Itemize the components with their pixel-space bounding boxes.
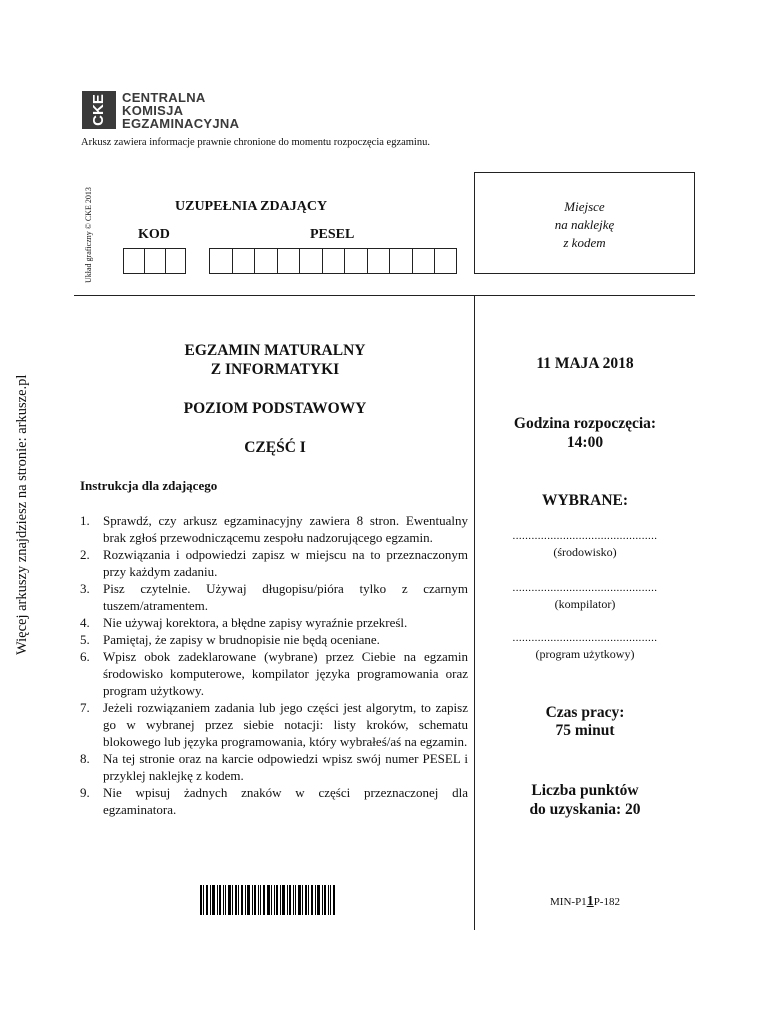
logo-text-line-2: KOMISJA <box>122 103 184 118</box>
confidentiality-notice: Arkusz zawiera informacje prawnie chronione do momentu rozpoczęcia egzaminu. <box>81 137 430 148</box>
pesel-cell[interactable] <box>254 248 277 274</box>
pesel-cell[interactable] <box>344 248 367 274</box>
cke-logo-emblem: CKE <box>82 91 116 129</box>
kod-cell[interactable] <box>165 248 186 274</box>
vertical-divider <box>474 296 475 930</box>
points-value: do uzyskania: 20 <box>529 801 641 818</box>
sheet-code: MIN-P11P-182 <box>550 894 620 909</box>
pesel-label: PESEL <box>310 227 355 242</box>
instructions-list <box>80 512 468 818</box>
pesel-cell[interactable] <box>232 248 255 274</box>
compiler-field[interactable]: .............................................. <box>512 582 658 594</box>
more-sheets-link[interactable]: Więcej arkuszy znajdziesz na stronie: arkusze.pl <box>14 374 30 655</box>
start-time-value: 14:00 <box>566 434 604 451</box>
exam-date: 11 MAJA 2018 <box>536 355 634 372</box>
kod-label: KOD <box>138 227 170 242</box>
exam-part: CZĘŚĆ I <box>244 439 306 456</box>
work-time-value: 75 minut <box>555 722 615 739</box>
pesel-cell[interactable] <box>434 248 457 274</box>
pesel-cell[interactable] <box>367 248 390 274</box>
compiler-label: (kompilator) <box>554 597 616 611</box>
list-item: 3. Pisz czytelnie. Używaj długopisu/pióra tylko z czarnym tuszem/atramentem. <box>80 581 468 613</box>
pesel-cell[interactable] <box>299 248 322 274</box>
form-header: UZUPEŁNIA ZDAJĄCY <box>175 199 328 214</box>
list-item: 2. Rozwiązania i odpowiedzi zapisz w miejscu na to przeznaczonym przy każdym zadaniu. <box>80 547 468 579</box>
start-time-label: Godzina rozpoczęcia: <box>513 415 657 432</box>
horizontal-divider <box>74 295 695 296</box>
list-item: 5. Pamiętaj, że zapisy w brudnopisie nie będą oceniane. <box>80 632 380 647</box>
sticker-line-1: Miejsce <box>564 199 605 214</box>
list-item: 4. Nie używaj korektora, a błędne zapisy wyraźnie przekreśl. <box>80 615 408 630</box>
chosen-header: WYBRANE: <box>541 492 629 509</box>
list-item: 6. Wpisz obok zadeklarowane (wybrane) przez Ciebie na egzamin środowisko komputerowe, kompilator języka programowania oraz program użytkowy. <box>80 649 468 698</box>
graphic-layout-credit: Układ graficzny © CKE 2013 <box>84 187 93 283</box>
user-program-field[interactable]: .............................................. <box>512 632 658 644</box>
instructions-heading: Instrukcja dla zdającego <box>80 478 218 493</box>
list-item: 7. Jeżeli rozwiązaniem zadania lub jego części jest algorytm, to zapisz go w wybranej przez siebie notacji: listy kroków, schematu blokowego lub języka programowania, który wybrałeś/aś na egzamin. <box>80 700 468 749</box>
logo-text-line-1: CENTRALNA <box>122 90 206 105</box>
exam-level: POZIOM PODSTAWOWY <box>183 400 367 417</box>
kod-cell[interactable] <box>123 248 144 274</box>
pesel-input-cells[interactable] <box>209 248 457 274</box>
environment-label: (środowisko) <box>553 545 617 559</box>
sticker-placeholder <box>474 172 695 274</box>
environment-field[interactable]: .............................................. <box>512 530 658 542</box>
exam-title-line-1: EGZAMIN MATURALNY <box>184 342 366 359</box>
pesel-cell[interactable] <box>389 248 412 274</box>
user-program-label: (program użytkowy) <box>535 647 635 661</box>
kod-input-cells[interactable] <box>123 248 186 274</box>
pesel-cell[interactable] <box>209 248 232 274</box>
list-item: 1. Sprawdź, czy arkusz egzaminacyjny zawiera 8 stron. Ewentualny brak zgłoś przewodniczącemu zespołu nadzorującego egzamin. <box>80 513 468 545</box>
exam-title-line-2: Z INFORMATYKI <box>210 361 340 378</box>
pesel-cell[interactable] <box>322 248 345 274</box>
sticker-line-2: na naklejkę <box>554 217 615 232</box>
points-label: Liczba punktów <box>531 782 639 799</box>
list-item: 8. Na tej stronie oraz na karcie odpowiedzi wpisz swój numer PESEL i przyklej naklejkę z kodem. <box>80 751 468 783</box>
sticker-line-3: z kodem <box>563 235 606 250</box>
barcode <box>200 885 335 915</box>
logo-text-line-3: EGZAMINACYJNA <box>122 116 240 131</box>
pesel-cell[interactable] <box>277 248 300 274</box>
kod-cell[interactable] <box>144 248 165 274</box>
work-time-label: Czas pracy: <box>545 704 625 721</box>
list-item: 9. Nie wpisuj żadnych znaków w części przeznaczonej dla egzaminatora. <box>80 785 468 817</box>
pesel-cell[interactable] <box>412 248 435 274</box>
